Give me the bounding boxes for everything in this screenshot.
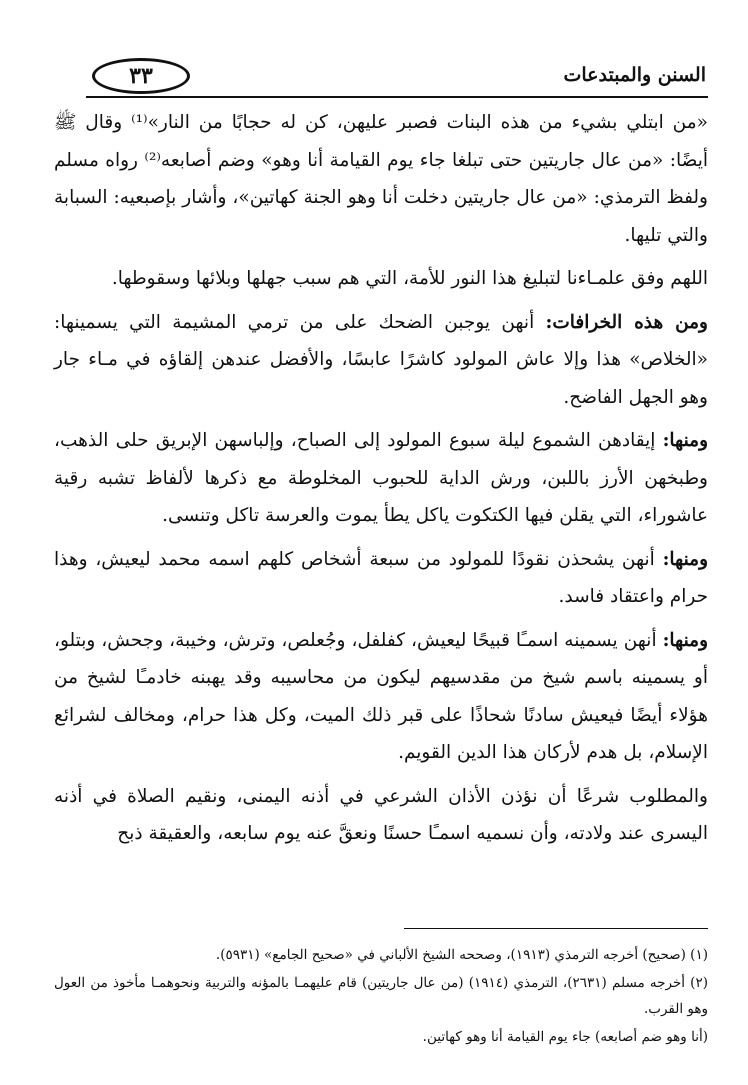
page-header [86,60,708,96]
paragraph-3 [54,304,708,417]
paragraph-3-lead: ومن هذه الخرافات: [545,311,708,333]
paragraph-6 [54,622,708,772]
paragraph-2: اللهم وفق علمـاءنا لتبليغ هذا النور للأمة، التي هم سبب جهلها وبلائها وسقوطها. [111,268,708,289]
header-rule [86,96,708,98]
paragraph-4-text: إيقادهن الشموع ليلة سبوع المولود إلى الصباح، وإلباسهن الإبريق حلى الذهب، وطبخهن الأرز باللبن، ورش الداية للحبوب المخلوطة مع ذكرها لألفاظ تشبه رقية عاشوراء، التي يقلن فيها الكتكوت ياكل يطأ يموت والعرسة تاكل وتنسى. [54,430,708,526]
paragraph-5 [54,541,708,616]
main-text [54,104,708,859]
footnote-2: (٢) أخرجه مسلم (٢٦٣١)، الترمذي (١٩١٤) (من عال جاريتين) قام عليهمـا بالمؤنه والتربية ونحوهمـا مأخوذ من العول وهو القرب. [54,975,708,1017]
paragraph-7: والمطلوب شرعًا أن نؤذن الأذان الشرعي في أذنه اليمنى، ونقيم الصلاة في أذنه اليسرى عند ولادته، وأن نسميه اسمـًا حسنًا ونعقَّ عنه يوم سابعه، والعقيقة ذبح [54,785,708,844]
page-number-oval [92,58,190,94]
paragraph-4-lead: ومنها: [662,430,708,451]
footnotes [54,942,708,1052]
footnote-rule [404,928,708,929]
paragraph-5-text: أنهن يشحذن نقودًا للمولود من سبعة أشخاص كلهم اسمه محمد ليعيش، وهذا حرام واعتقاد فاسد. [54,548,708,607]
paragraph-5-lead: ومنها: [662,548,708,570]
running-title: السنن والمبتدعات [563,64,706,86]
paragraph-4 [54,422,708,535]
footnote-3: (أنا وهو ضم أصابعه) جاء يوم القيامة أنا وهو كهاتين. [422,1029,708,1045]
paragraph-6-lead: ومنها: [662,629,708,651]
paragraph-1: «من ابتلي بشيء من هذه البنات فصبر عليهن، كن له حجابًا من النار»⁽¹⁾ وقال ﷺ أيضًا: «من عال جاريتين حتى تبلغا جاء يوم القيامة أنا وهو» وضم أصابعه⁽²⁾ رواه مسلم ولفظ الترمذي: «من عال جاريتين دخلت أنا وهو الجنة كهاتين»، وأشار بإصبعيه: السبابة والتي تليها. [54,112,708,246]
paragraph-6-text: أنهن يسمينه اسمـًا قبيحًا ليعيش، كفلفل، وجُعلص، وترش، وخيبة، وجحش، وبتلو، أو يسمينه باسم شيخ من مقدسيهم ليكون من محاسيبه وقد يهبنه خادمـًا لشيخ من هؤلاء أيضًا فيعيش سادنًا شحاذًا على قبر ذلك الميت، وكل هذا حرام، ومخالف لشرائع الإسلام، بل هدم لأركان هذا الدين القويم. [54,629,709,763]
footnote-1: (١) (صحيح) أخرجه الترمذي (١٩١٣)، وصححه الشيخ الألباني في «صحيح الجامع» (٥٩٣١). [215,947,708,963]
page-number: ٣٣ [129,63,153,89]
paragraph-3-text: أنهن يوجبن الضحك على من ترمي المشيمة التي يسمينها: «الخلاص» هذا وإلا عاش المولود كاشرًا عابسًا، والأفضل عندهن إلقاؤه في مـاء جار وهو الجهل الفاضح. [54,311,708,408]
